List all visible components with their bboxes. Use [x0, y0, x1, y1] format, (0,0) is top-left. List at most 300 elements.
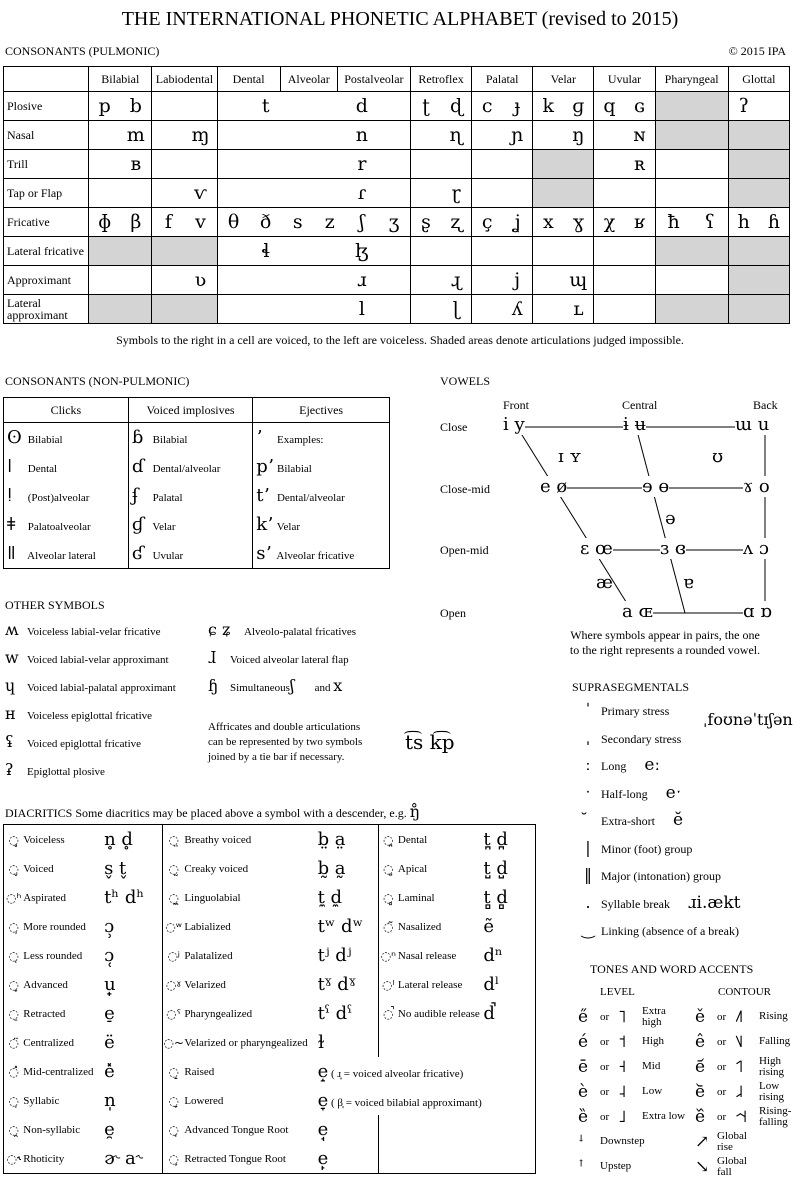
diacritic-label: Advanced: [23, 978, 68, 991]
consonant-cell: [655, 150, 728, 179]
np-cell: [4, 423, 129, 453]
np-cell: [253, 539, 390, 569]
consonant-cell: [217, 208, 410, 237]
diacritic-row: [4, 854, 536, 883]
shaded-cell: [533, 150, 594, 179]
np-row: [4, 452, 390, 481]
cell-symbols: [472, 150, 532, 178]
diacritic-label: Velarized or pharyngealized: [184, 1036, 308, 1049]
ipa-symbol: ʒ: [388, 211, 400, 233]
diacritic-example: ɚ a˞: [104, 1144, 162, 1174]
diacritic-extra: ( β̞ = voiced bilabial approximant): [328, 1097, 482, 1109]
diacritic-example: [483, 1144, 535, 1174]
cell-symbols: [218, 121, 410, 149]
diacritic-example: t̺ d̺: [483, 854, 535, 883]
ipa-symbol: x: [333, 676, 343, 695]
tone-item: [578, 1079, 686, 1104]
ipa-symbol: ɾ: [357, 182, 367, 204]
tones-heading: TONES AND WORD ACCENTS: [590, 962, 754, 976]
np-cell: [128, 481, 252, 510]
diacritic-label: Creaky voiced: [184, 862, 249, 875]
cell-symbols: [594, 266, 654, 294]
ipa-symbol: ʀ: [634, 153, 646, 175]
consonant-cell: [410, 121, 471, 150]
diacritic-mark: ◌̈: [4, 1028, 24, 1057]
other-symbols-left: [5, 620, 176, 788]
tone-or: or: [717, 1060, 727, 1073]
tone-item: [695, 1029, 800, 1054]
ipa-symbol: ʈ: [422, 95, 430, 117]
cell-symbols: [656, 150, 728, 178]
diacritic-example: [483, 1115, 535, 1144]
np-label: Palatoalveolar: [25, 521, 91, 533]
consonant-cell: [728, 92, 789, 121]
tone-bar: ˧: [618, 1056, 627, 1077]
tone-item: [695, 1004, 800, 1029]
affricate-line: Affricates and double articulations: [208, 721, 361, 733]
pulmonic-note: Symbols to the right in a cell are voiced, to the left are voiceless. Shaded areas denote articulations judged impossible.: [116, 333, 684, 347]
diacritic-row: [4, 912, 536, 941]
cell-symbols: [411, 179, 471, 207]
diacritic-label: Nasal release: [397, 949, 457, 962]
diacritic-label: Lateral release: [397, 978, 463, 991]
ipa-symbol: ʡ: [5, 760, 14, 779]
row-label: Plosive: [4, 92, 89, 121]
col-header-velar: Velar: [533, 67, 594, 92]
supra-item: [575, 783, 740, 811]
vowel-close-back: ɯ u: [735, 414, 770, 435]
row-label: Fricative: [4, 208, 89, 237]
vowel-row-open: Open: [440, 606, 466, 620]
supra-mark: ː: [585, 755, 591, 774]
np-cell: [128, 452, 252, 481]
supra-label: Half-long: [601, 786, 648, 801]
diacritic-mark: ◌̬: [4, 854, 24, 883]
cell-symbols: [594, 121, 654, 149]
diacritic-example: n̩: [104, 1086, 162, 1115]
cell-symbols: [411, 121, 471, 149]
cell-symbols: [218, 92, 410, 120]
cell-symbols: [89, 208, 151, 236]
ipa-symbol: v: [195, 211, 206, 233]
diacritic-mark: ◌ˠ: [162, 970, 184, 999]
ipa-symbol: ǂ: [7, 514, 16, 535]
tone-glyph: ê: [695, 1031, 706, 1052]
np-row: [4, 539, 390, 569]
ipa-symbol: z: [324, 211, 335, 233]
consonant-cell: [410, 237, 471, 266]
ipa-symbol: tʼ: [256, 485, 270, 506]
pulmonic-heading: CONSONANTS (PULMONIC): [5, 44, 160, 58]
consonant-row: [4, 237, 790, 266]
np-header: Voiced implosives: [128, 398, 252, 423]
cell-symbols: [152, 266, 216, 294]
cell-symbols: [411, 208, 471, 236]
other-symbol-item: [5, 704, 176, 732]
tone-glyph: ě: [695, 1006, 706, 1027]
diacritic-label: Centralized: [23, 1036, 74, 1049]
ipa-symbol: ɣ: [572, 211, 585, 233]
col-header-bilabial: Bilabial: [89, 67, 152, 92]
consonant-cell: [594, 266, 655, 295]
diacritic-example: e̙: [318, 1144, 379, 1174]
diacritic-label: Rhoticity: [23, 1152, 65, 1165]
ipa-symbol: ʍ: [5, 620, 19, 639]
np-label: Dental/alveolar: [149, 463, 221, 475]
affricate-line: can be represented by two symbols: [208, 736, 363, 748]
consonant-cell: [410, 266, 471, 295]
shaded-cell: [89, 295, 152, 324]
diacritic-example: n̥ d̥: [104, 825, 162, 855]
cell-symbols: [472, 266, 532, 294]
np-label: Bilabial: [149, 434, 188, 446]
diacritic-example: u̟: [104, 970, 162, 999]
diacritic-label: Lowered: [184, 1094, 224, 1107]
ipa-symbol: ɬ: [261, 240, 270, 262]
ipa-symbol: ɸ: [98, 211, 112, 233]
diacritic-mark: ◌̽: [4, 1057, 24, 1086]
diacritic-example: d̚: [483, 999, 535, 1028]
cell-symbols: [533, 295, 593, 323]
consonant-cell: [217, 295, 410, 324]
diacritic-example: dⁿ: [483, 941, 535, 970]
cell-symbols: [472, 179, 532, 207]
consonant-cell: [89, 179, 152, 208]
diacritic-mark: ◌̩: [4, 1086, 24, 1115]
diacritic-example: ɫ: [318, 1028, 379, 1057]
diacritic-mark: [378, 1028, 398, 1057]
diacritic-label: Apical: [397, 862, 428, 875]
np-label: Dental: [25, 463, 58, 475]
vowel-row-close-mid: Close-mid: [440, 482, 490, 496]
consonant-cell: [472, 150, 533, 179]
diacritic-mark: ◌̃: [378, 912, 398, 941]
diacritic-row: [4, 970, 536, 999]
other-symbol-item: [208, 648, 356, 676]
ipa-symbol: ʼ: [256, 427, 262, 448]
np-label: Examples:: [274, 434, 324, 446]
ipa-symbol: q: [603, 95, 616, 117]
ipa-symbol: ɹ: [357, 269, 367, 291]
ipa-symbol: ʘ: [7, 427, 22, 448]
consonant-cell: [152, 121, 217, 150]
shaded-cell: [533, 179, 594, 208]
cell-symbols: [411, 92, 471, 120]
consonant-cell: [89, 92, 152, 121]
diacritic-label: Dental: [397, 833, 428, 846]
supra-mark: .: [585, 892, 591, 912]
tone-item: [695, 1054, 800, 1079]
ipa-symbol: ɖ: [449, 95, 463, 117]
diacritic-example: [483, 1028, 535, 1057]
diacritic-mark: ◌̪: [378, 825, 398, 855]
shaded-cell: [89, 237, 152, 266]
other-symbol-item: [5, 732, 176, 760]
diacritic-example: tʰ dʰ: [104, 883, 162, 912]
np-cell: [253, 452, 390, 481]
diacritic-row: [4, 999, 536, 1028]
other-symbol-label: Voiced epiglottal fricative: [27, 738, 142, 750]
np-cell: [4, 481, 129, 510]
shaded-cell: [655, 295, 728, 324]
cell-symbols: [729, 92, 789, 120]
cell-symbols: [533, 121, 593, 149]
tones-contour-heading: CONTOUR: [718, 986, 771, 998]
tone-or: or: [600, 1010, 610, 1023]
diacritics-heading-text: DIACRITICS Some diacritics may be placed above a symbol with a descender, e.g.: [5, 806, 407, 820]
np-row: [4, 481, 390, 510]
cell-symbols: [472, 295, 532, 323]
tone-label: Global rise: [717, 1129, 747, 1153]
diacritic-row: [4, 1086, 536, 1115]
tone-label: Rising: [759, 1010, 788, 1022]
diacritic-mark: ◌̚: [378, 999, 398, 1028]
diacritic-example: e̘: [318, 1115, 379, 1144]
ipa-symbol: kʼ: [256, 514, 273, 535]
ipa-symbol: n: [355, 124, 368, 146]
stress-example: ˌfoʊnəˈtɪʃən: [703, 710, 793, 729]
diacritic-label: Syllabic: [23, 1094, 60, 1107]
ipa-symbol: ɗ: [131, 456, 145, 477]
consonant-cell: [472, 179, 533, 208]
cell-symbols: [533, 92, 593, 120]
tone-item: [695, 1104, 800, 1129]
consonant-cell: [217, 121, 410, 150]
consonant-cell: [594, 92, 655, 121]
vowel-trapezoid: [500, 410, 800, 620]
tone-bar: ˨: [618, 1081, 627, 1102]
diacritic-mark: ◌ˤ: [162, 999, 184, 1028]
row-label: Lateral approximant: [4, 295, 89, 324]
consonant-cell: [594, 179, 655, 208]
diacritic-example: e̠: [104, 999, 162, 1028]
consonant-cell: [533, 92, 594, 121]
tone-item: [578, 1004, 686, 1029]
tone-label: High: [642, 1035, 664, 1047]
diacritic-example: ɔ̹: [104, 912, 162, 941]
supra-mark: ˑ: [585, 782, 591, 802]
vowel-close-mid-back: ɤ o: [743, 476, 770, 497]
col-header-uvular: Uvular: [594, 67, 655, 92]
consonant-row: [4, 92, 790, 121]
cell-symbols: [411, 295, 471, 323]
tone-item: [578, 1029, 686, 1054]
diacritic-example: t̼ d̼: [318, 883, 379, 912]
cell-symbols: [152, 179, 216, 207]
diacritics-heading-example: ŋ̊: [409, 802, 421, 821]
vowel-near-close-back: ʊ: [712, 446, 724, 467]
supra-list: [575, 700, 740, 948]
diacritic-row: [4, 883, 536, 912]
cell-symbols: [656, 179, 728, 207]
ipa-symbol: pʼ: [256, 456, 274, 477]
consonant-cell: [655, 208, 728, 237]
diacritic-example: tʲ dʲ: [318, 941, 379, 970]
tone-item: [578, 1104, 686, 1129]
diacritic-label: [398, 1028, 484, 1057]
diacritic-row: [4, 1028, 536, 1057]
diacritic-label: More rounded: [23, 920, 86, 933]
ipa-symbol: ɡ: [572, 95, 585, 117]
ipa-symbol: b: [129, 95, 142, 117]
cell-symbols: [656, 266, 728, 294]
cell-symbols: [594, 295, 654, 323]
cell-symbols: [594, 179, 654, 207]
np-row: [4, 510, 390, 539]
diacritic-mark: [378, 1115, 398, 1144]
cell-symbols: [89, 179, 151, 207]
np-label: Bilabial: [274, 463, 312, 475]
cell-symbols: [89, 121, 151, 149]
diacritic-label: Voiceless: [23, 833, 65, 846]
ipa-symbol: l: [358, 298, 365, 320]
cell-symbols: [152, 150, 216, 178]
supra-example: ĕ: [672, 810, 684, 830]
ipa-symbol: ʁ: [634, 211, 646, 233]
other-symbol-label: Voiced labial-palatal approximant: [27, 682, 176, 694]
cell-symbols: [152, 121, 216, 149]
tone-glyph: è: [578, 1081, 589, 1102]
other-symbol-label: Voiceless epiglottal fricative: [27, 710, 153, 722]
ipa-symbol: ɺ: [208, 648, 217, 667]
ipa-symbol: ʎ: [511, 298, 523, 320]
tone-bar: ˩˥: [735, 1006, 744, 1027]
diacritic-mark: ◌̺: [378, 854, 398, 883]
tone-label: Falling: [759, 1035, 791, 1047]
consonant-row: [4, 150, 790, 179]
cell-symbols: [218, 237, 410, 265]
consonant-cell: [410, 92, 471, 121]
copyright: © 2015 IPA: [728, 44, 786, 58]
other-symbols-right: [208, 620, 356, 704]
diacritic-mark: ◌̜: [4, 941, 24, 970]
consonant-cell: [472, 266, 533, 295]
tone-or: or: [600, 1035, 610, 1048]
consonant-row: [4, 121, 790, 150]
other-symbol-label: Alveolo-palatal fricatives: [244, 626, 357, 638]
diacritic-label: Pharyngealized: [184, 1007, 253, 1020]
vowel-close-central: ɨ ʉ: [623, 414, 647, 435]
vowel-note-line: to the right represents a rounded vowel.: [569, 643, 761, 657]
ipa-symbol: ð: [259, 211, 272, 233]
ipa-symbol: ʙ: [130, 153, 142, 175]
shaded-cell: [728, 150, 789, 179]
row-label: Approximant: [4, 266, 89, 295]
cell-symbols: [89, 150, 151, 178]
consonant-cell: [594, 295, 655, 324]
tone-bar: ˥: [618, 1006, 627, 1027]
tone-bar: ˩˨: [735, 1081, 744, 1102]
supra-item: [575, 755, 740, 783]
np-label: Uvular: [149, 550, 184, 562]
ipa-symbol: j: [514, 269, 521, 291]
other-symbol-and: and: [311, 682, 334, 694]
cell-symbols: [411, 266, 471, 294]
vowel-note: [540, 628, 790, 658]
col-header-dental: Dental: [217, 67, 280, 92]
ipa-symbol: x: [542, 211, 554, 233]
consonant-cell: [655, 266, 728, 295]
np-cell: [253, 481, 390, 510]
consonant-cell: [533, 295, 594, 324]
supra-example: eː: [644, 755, 661, 775]
consonant-cell: [655, 179, 728, 208]
diacritic-example: b̰ a̰: [318, 854, 379, 883]
tone-item: [578, 1129, 686, 1154]
pulmonic-table: [3, 66, 790, 324]
ipa-symbol: θ: [227, 211, 240, 233]
ipa-symbol: ɳ: [449, 124, 463, 146]
consonant-cell: [472, 121, 533, 150]
ipa-symbol: ɕ ʑ: [208, 620, 232, 639]
np-label: Alveolar fricative: [274, 550, 355, 562]
tones-level-heading: LEVEL: [600, 986, 635, 998]
diacritic-mark: ◌̻: [378, 883, 398, 912]
diacritic-label: Laminal: [397, 891, 435, 904]
np-cell: [253, 423, 390, 453]
np-cell: [4, 452, 129, 481]
ipa-symbol: ʐ: [450, 211, 462, 233]
tone-or: or: [600, 1085, 610, 1098]
consonant-cell: [533, 208, 594, 237]
ipa-symbol: m: [126, 124, 145, 146]
ipa-symbol: t: [261, 95, 270, 117]
consonant-cell: [152, 179, 217, 208]
col-header-alveolar: Alveolar: [280, 67, 337, 92]
row-label: Nasal: [4, 121, 89, 150]
ipa-symbol: ɟ: [514, 95, 521, 117]
consonant-cell: [89, 121, 152, 150]
consonant-cell: [728, 208, 789, 237]
diacritic-example: e̽: [104, 1057, 162, 1086]
supra-label: Extra-short: [601, 814, 655, 828]
consonant-cell: [533, 121, 594, 150]
ipa-symbol: ɓ: [131, 427, 144, 448]
cell-symbols: [729, 208, 789, 236]
shaded-cell: [728, 295, 789, 324]
diacritic-mark: ◌̝: [162, 1057, 184, 1086]
shaded-cell: [152, 237, 217, 266]
vowel-note-line: Where symbols appear in pairs, the one: [570, 628, 760, 642]
ipa-symbol: ʜ: [5, 704, 16, 723]
consonant-cell: [89, 208, 152, 237]
supra-example: eˑ: [665, 782, 682, 803]
tone-or: or: [717, 1110, 727, 1123]
tone-label: Mid: [642, 1060, 661, 1072]
tone-glyph: e̋: [578, 1006, 589, 1027]
ipa-symbol: d: [355, 95, 368, 117]
diacritic-example: ẽ: [483, 912, 535, 941]
diacritic-mark: [378, 1144, 398, 1174]
tone-glyph: ↘: [695, 1156, 710, 1177]
supra-mark: ˌ: [585, 727, 591, 747]
consonant-cell: [152, 92, 217, 121]
tone-label: High rising: [759, 1054, 785, 1078]
ipa-symbol: sʼ: [256, 543, 272, 564]
ipa-symbol: r: [357, 153, 367, 175]
supra-mark: ˈ: [585, 700, 591, 719]
tone-glyph: ꜜ: [578, 1131, 585, 1152]
consonant-cell: [217, 266, 410, 295]
supra-label: Long: [601, 759, 627, 773]
shaded-cell: [152, 295, 217, 324]
ipa-symbol: ʛ: [131, 543, 144, 564]
ipa-symbol: ǃ: [7, 485, 13, 506]
diacritic-example: s̬ t̬: [104, 854, 162, 883]
ipa-symbol: p: [98, 95, 111, 117]
ipa-symbol: ɻ: [450, 269, 462, 291]
supra-item: [575, 810, 740, 838]
